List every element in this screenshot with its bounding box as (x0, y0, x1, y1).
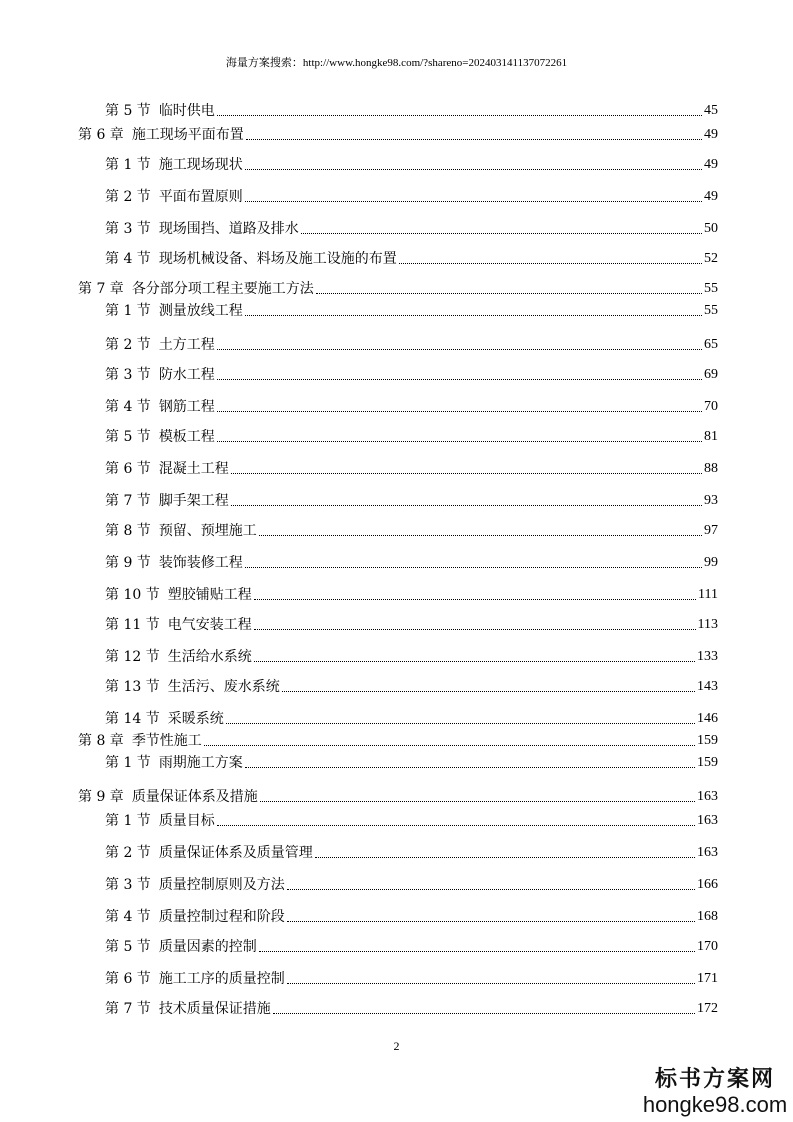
toc-entry-page: 49 (704, 127, 718, 142)
page-number: 2 (393, 1039, 400, 1053)
toc-section-entry[interactable] (78, 392, 718, 416)
toc-section-entry[interactable] (78, 902, 718, 926)
toc-entry-title: 装饰装修工程 (158, 555, 243, 571)
toc-entry-title: 脚手架工程 (158, 493, 229, 509)
toc-dot-leader (287, 983, 695, 984)
toc-entry-title: 生活污、废水系统 (167, 679, 280, 695)
toc-section-entry[interactable] (78, 548, 718, 572)
watermark-url: hongke98.com (642, 1092, 788, 1117)
toc-entry-title: 各分部分项工程主要施工方法 (131, 281, 314, 297)
toc-entry-number: 第 12 节 (105, 649, 160, 665)
toc-entry-title: 质量目标 (158, 813, 215, 829)
toc-entry-title: 质量保证体系及质量管理 (158, 845, 313, 861)
toc-entry-number: 第 1 节 (105, 755, 151, 771)
toc-entry-number: 第 4 节 (105, 251, 151, 267)
watermark-title: 标书方案网 (654, 1066, 775, 1092)
toc-dot-leader (231, 473, 702, 474)
toc-dot-leader (217, 379, 702, 380)
toc-entry-page: 99 (704, 555, 718, 570)
toc-entry-number: 第 7 节 (105, 493, 151, 509)
toc-entry-page: 50 (704, 221, 718, 236)
toc-entry-page: 166 (697, 877, 718, 892)
toc-entry-title: 混凝土工程 (158, 461, 229, 477)
toc-entry-number: 第 5 节 (105, 103, 151, 119)
toc-entry-page: 163 (697, 789, 718, 804)
toc-entry-page: 49 (704, 189, 718, 204)
toc-entry-title: 现场机械设备、料场及施工设施的布置 (158, 251, 397, 267)
toc-entry-title: 采暖系统 (167, 711, 224, 727)
toc-entry-title: 施工工序的质量控制 (158, 971, 285, 987)
toc-dot-leader (254, 661, 695, 662)
toc-entry-page: 143 (697, 679, 718, 694)
toc-entry-page: 52 (704, 251, 718, 266)
toc-dot-leader (282, 691, 695, 692)
toc-entry-page: 45 (704, 103, 718, 118)
toc-dot-leader (217, 441, 702, 442)
toc-section-entry[interactable] (78, 748, 718, 772)
toc-section-entry[interactable] (78, 672, 718, 696)
toc-dot-leader (246, 139, 702, 140)
toc-chapter-entry[interactable] (78, 782, 718, 806)
toc-entry-number: 第 3 节 (105, 221, 151, 237)
toc-dot-leader (316, 293, 702, 294)
toc-entry-page: 65 (704, 337, 718, 352)
watermark-logo (640, 1066, 790, 1118)
toc-entry-title: 季节性施工 (131, 733, 202, 749)
toc-entry-number: 第 2 节 (105, 337, 151, 353)
toc-entry-number: 第 2 节 (105, 189, 151, 205)
toc-entry-page: 163 (697, 845, 718, 860)
toc-dot-leader (259, 535, 702, 536)
toc-dot-leader (204, 745, 695, 746)
toc-entry-number: 第 11 节 (105, 617, 160, 633)
toc-entry-page: 49 (704, 157, 718, 172)
toc-dot-leader (399, 263, 702, 264)
toc-entry-title: 测量放线工程 (158, 303, 243, 319)
toc-section-entry[interactable] (78, 610, 718, 634)
toc-entry-page: 69 (704, 367, 718, 382)
toc-dot-leader (287, 921, 695, 922)
toc-entry-title: 土方工程 (158, 337, 215, 353)
toc-entry-page: 88 (704, 461, 718, 476)
toc-section-entry[interactable] (78, 422, 718, 446)
toc-chapter-entry[interactable] (78, 726, 718, 750)
toc-entry-number: 第 5 节 (105, 939, 151, 955)
toc-entry-title: 塑胶铺贴工程 (167, 587, 252, 603)
toc-entry-page: 146 (697, 711, 718, 726)
toc-entry-page: 159 (697, 733, 718, 748)
toc-section-entry[interactable] (78, 964, 718, 988)
toc-entry-title: 雨期施工方案 (158, 755, 243, 771)
toc-entry-number: 第 4 节 (105, 399, 151, 415)
toc-entry-title: 预留、预埋施工 (158, 523, 257, 539)
toc-dot-leader (273, 1013, 695, 1014)
toc-entry-page: 168 (697, 909, 718, 924)
toc-entry-number: 第 13 节 (105, 679, 160, 695)
toc-dot-leader (217, 411, 702, 412)
toc-section-entry[interactable] (78, 182, 718, 206)
toc-entry-title: 生活给水系统 (167, 649, 252, 665)
toc-dot-leader (231, 505, 702, 506)
toc-dot-leader (287, 889, 695, 890)
toc-entry-page: 93 (704, 493, 718, 508)
toc-entry-title: 电气安装工程 (167, 617, 252, 633)
toc-dot-leader (217, 115, 702, 116)
toc-entry-title: 质量保证体系及措施 (131, 789, 258, 805)
toc-dot-leader (217, 349, 702, 350)
toc-entry-page: 170 (697, 939, 718, 954)
toc-entry-number: 第 2 节 (105, 845, 151, 861)
toc-entry-page: 163 (697, 813, 718, 828)
toc-section-entry[interactable] (78, 806, 718, 830)
toc-entry-number: 第 1 节 (105, 303, 151, 319)
toc-section-entry[interactable] (78, 994, 718, 1018)
toc-section-entry[interactable] (78, 516, 718, 540)
toc-entry-number: 第 4 节 (105, 909, 151, 925)
toc-entry-title: 临时供电 (158, 103, 215, 119)
toc-section-entry[interactable] (78, 214, 718, 238)
toc-entry-number: 第 3 节 (105, 367, 151, 383)
toc-entry-number: 第 10 节 (105, 587, 160, 603)
toc-entry-title: 质量控制原则及方法 (158, 877, 285, 893)
toc-chapter-entry[interactable] (78, 274, 718, 298)
toc-section-entry[interactable] (78, 360, 718, 384)
toc-entry-number: 第 3 节 (105, 877, 151, 893)
toc-section-entry[interactable] (78, 704, 718, 728)
toc-dot-leader (301, 233, 702, 234)
toc-dot-leader (315, 857, 695, 858)
toc-entry-number: 第 1 节 (105, 813, 151, 829)
toc-entry-page: 172 (697, 1001, 718, 1016)
toc-entry-page: 171 (697, 971, 718, 986)
toc-entry-number: 第 8 节 (105, 523, 151, 539)
toc-entry-page: 55 (704, 303, 718, 318)
toc-dot-leader (259, 951, 695, 952)
toc-entry-number: 第 1 节 (105, 157, 151, 173)
toc-entry-number: 第 5 节 (105, 429, 151, 445)
toc-entry-number: 第 6 章 (78, 127, 124, 143)
toc-entry-title: 现场围挡、道路及排水 (158, 221, 299, 237)
toc-dot-leader (254, 629, 696, 630)
toc-chapter-entry[interactable] (78, 120, 718, 144)
toc-entry-number: 第 9 章 (78, 789, 124, 805)
toc-entry-title: 钢筋工程 (158, 399, 215, 415)
toc-dot-leader (226, 723, 695, 724)
toc-dot-leader (245, 767, 695, 768)
toc-section-entry[interactable] (78, 150, 718, 174)
toc-entry-page: 113 (697, 617, 718, 632)
toc-dot-leader (254, 599, 696, 600)
toc-entry-number: 第 7 节 (105, 1001, 151, 1017)
toc-section-entry[interactable] (78, 870, 718, 894)
toc-entry-title: 施工现场平面布置 (131, 127, 244, 143)
toc-entry-number: 第 9 节 (105, 555, 151, 571)
toc-dot-leader (245, 315, 702, 316)
toc-section-entry[interactable] (78, 932, 718, 956)
toc-dot-leader (245, 567, 702, 568)
toc-section-entry[interactable] (78, 580, 718, 604)
toc-entry-number: 第 6 节 (105, 461, 151, 477)
toc-entry-page: 111 (698, 587, 718, 602)
toc-entry-page: 159 (697, 755, 718, 770)
toc-entry-number: 第 7 章 (78, 281, 124, 297)
toc-entry-title: 模板工程 (158, 429, 215, 445)
toc-entry-page: 70 (704, 399, 718, 414)
toc-entry-title: 防水工程 (158, 367, 215, 383)
toc-dot-leader (217, 825, 695, 826)
toc-section-entry[interactable] (78, 454, 718, 478)
toc-entry-number: 第 8 章 (78, 733, 124, 749)
toc-dot-leader (245, 169, 702, 170)
toc-section-entry[interactable] (78, 244, 718, 268)
toc-entry-page: 55 (704, 281, 718, 296)
toc-entry-title: 技术质量保证措施 (158, 1001, 271, 1017)
toc-entry-title: 平面布置原则 (158, 189, 243, 205)
toc-entry-title: 施工现场现状 (158, 157, 243, 173)
toc-dot-leader (245, 201, 702, 202)
toc-entry-page: 133 (697, 649, 718, 664)
toc-section-entry[interactable] (78, 330, 718, 354)
toc-entry-page: 97 (704, 523, 718, 538)
page-header: 海量方案搜索：http://www.hongke98.com/?shareno=20240314113707​2261 (225, 57, 568, 69)
toc-entry-page: 81 (704, 429, 718, 444)
toc-section-entry[interactable] (78, 296, 718, 320)
toc-section-entry[interactable] (78, 838, 718, 862)
toc-section-entry[interactable] (78, 486, 718, 510)
toc-entry-title: 质量因素的控制 (158, 939, 257, 955)
toc-dot-leader (260, 801, 695, 802)
toc-section-entry[interactable] (78, 96, 718, 120)
toc-entry-number: 第 14 节 (105, 711, 160, 727)
toc-section-entry[interactable] (78, 642, 718, 666)
toc-entry-title: 质量控制过程和阶段 (158, 909, 285, 925)
toc-entry-number: 第 6 节 (105, 971, 151, 987)
